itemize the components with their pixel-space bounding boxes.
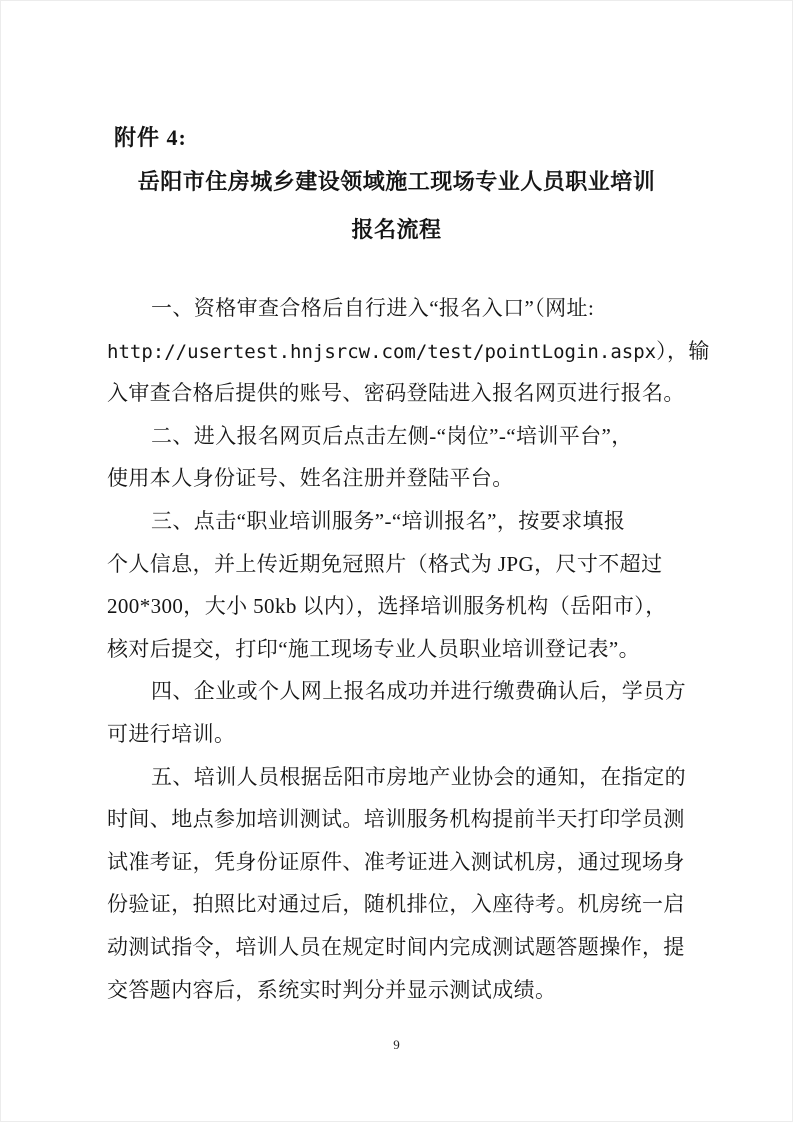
paragraph-3-line-1: 三、点击“职业培训服务”-“培训报名”，按要求填报 xyxy=(151,508,626,533)
document-title-line2: 报名流程 xyxy=(351,217,442,242)
paragraph-3-line-3: 200*300，大小 50kb 以内），选择培训服务机构（岳阳市）， xyxy=(107,594,667,619)
paragraph-1-line-3: 入审查合格后提供的账号、密码登陆进入报名网页进行报名。 xyxy=(107,381,685,406)
paragraph-5-line-3: 试准考证，凭身份证原件、准考证进入测试机房，通过现场身 xyxy=(107,849,685,874)
paragraph-2-line-2: 使用本人身份证号、姓名注册并登陆平台。 xyxy=(107,466,514,491)
paragraph-1-line-2 xyxy=(107,330,710,373)
page-number: 9 xyxy=(393,1037,400,1052)
paragraph-5-line-2: 时间、地点参加培训测试。培训服务机构提前半天打印学员测 xyxy=(107,807,685,832)
paragraph-4-line-2: 可进行培训。 xyxy=(107,721,236,746)
paragraph-4-line-1: 四、企业或个人网上报名成功并进行缴费确认后，学员方 xyxy=(151,679,686,704)
document-body xyxy=(107,287,710,1011)
paragraph-3-line-4: 核对后提交，打印“施工现场专业人员职业培训登记表”。 xyxy=(107,636,641,661)
paragraph-5-line-5: 动测试指令，培训人员在规定时间内完成测试题答题操作，提 xyxy=(107,934,685,959)
paragraph-1-line-1: 一、资格审查合格后自行进入“报名入口”（网址: xyxy=(151,296,595,320)
paragraph-5-line-4: 份验证，拍照比对通过后，随机排位，入座待考。机房统一启 xyxy=(107,892,685,917)
paragraph-1-line-2-tail: ），输 xyxy=(656,338,710,363)
attachment-label: 附件 4: xyxy=(114,125,187,150)
paragraph-5-line-6: 交答题内容后，系统实时判分并显示测试成绩。 xyxy=(107,977,557,1002)
paragraph-5-line-1: 五、培训人员根据岳阳市房地产业协会的通知，在指定的 xyxy=(151,764,686,789)
document-title-line1: 岳阳市住房城乡建设领域施工现场专业人员职业培训 xyxy=(137,169,656,194)
paragraph-3-line-2: 个人信息，并上传近期免冠照片（格式为 JPG，尺寸不超过 xyxy=(107,551,663,576)
registration-url: http://usertest.hnjsrcw.com/test/pointLogin.aspx xyxy=(107,340,657,363)
paragraph-2-line-1: 二、进入报名网页后点击左侧-“岗位”-“培训平台”， xyxy=(151,423,633,448)
